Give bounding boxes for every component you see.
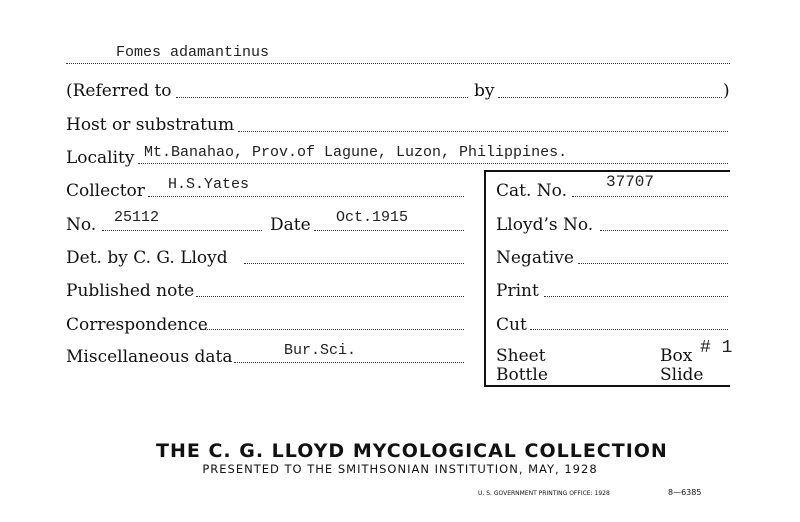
specimen-name-line	[66, 63, 730, 64]
referred-by-label: by	[474, 81, 495, 101]
no-value: 25112	[114, 209, 160, 226]
cat-no-label: Cat. No.	[496, 181, 567, 201]
published-note-field[interactable]	[196, 296, 464, 297]
bottle-label: Bottle	[496, 365, 548, 385]
host-label: Host or substratum	[66, 115, 235, 135]
date-field[interactable]	[314, 230, 464, 231]
locality-label: Locality	[66, 148, 135, 168]
collection-title: THE C. G. LLOYD MYCOLOGICAL COLLECTION	[156, 440, 668, 462]
lloyds-no-label: Lloyd’s No.	[496, 215, 594, 235]
no-field[interactable]	[102, 230, 262, 231]
no-label: No.	[66, 215, 97, 235]
det-by-field[interactable]	[244, 263, 464, 264]
locality-value: Mt.Banahao, Prov.of Lagune, Luzon, Philippines.	[144, 144, 568, 161]
collector-field[interactable]	[148, 196, 464, 197]
collector-label: Collector	[66, 181, 145, 201]
published-note-label: Published note	[66, 281, 195, 301]
catalog-box-top-border	[484, 170, 730, 172]
referred-to-label: (Referred to	[66, 81, 172, 101]
collection-subtitle: PRESENTED TO THE SMITHSONIAN INSTITUTION, MAY, 1928	[202, 462, 598, 476]
catalog-box-bottom-border	[484, 385, 730, 387]
host-field[interactable]	[238, 131, 728, 132]
cat-no-field[interactable]	[572, 196, 728, 197]
print-label: Print	[496, 281, 539, 301]
specimen-name: Fomes adamantinus	[116, 44, 270, 61]
det-by-label: Det. by C. G. Lloyd	[66, 248, 228, 268]
negative-label: Negative	[496, 248, 574, 268]
cat-no-value: 37707	[606, 173, 655, 191]
locality-field[interactable]	[138, 163, 728, 164]
referred-to-field[interactable]	[176, 97, 468, 98]
lloyds-no-field[interactable]	[600, 230, 728, 231]
misc-data-label: Miscellaneous data	[66, 347, 233, 367]
cut-field[interactable]	[530, 329, 728, 330]
referred-by-field[interactable]	[498, 97, 722, 98]
slide-label: Slide	[660, 365, 704, 385]
correspondence-field[interactable]	[200, 329, 464, 330]
print-field[interactable]	[544, 296, 728, 297]
box-value: # 1	[700, 338, 733, 358]
negative-field[interactable]	[578, 263, 728, 264]
box-label: Box	[660, 346, 693, 366]
sheet-label: Sheet	[496, 346, 546, 366]
collector-value: H.S.Yates	[168, 176, 250, 193]
referred-close-paren: )	[723, 81, 730, 101]
catalog-box-left-border	[484, 170, 486, 386]
correspondence-label: Correspondence	[66, 315, 208, 335]
printing-office-note: U. S. GOVERNMENT PRINTING OFFICE: 1928	[478, 490, 610, 497]
cut-label: Cut	[496, 315, 527, 335]
date-label: Date	[270, 215, 311, 235]
form-number: 8—6385	[668, 488, 702, 497]
misc-data-field[interactable]	[234, 362, 464, 363]
date-value: Oct.1915	[336, 209, 409, 226]
misc-data-value: Bur.Sci.	[284, 342, 357, 359]
